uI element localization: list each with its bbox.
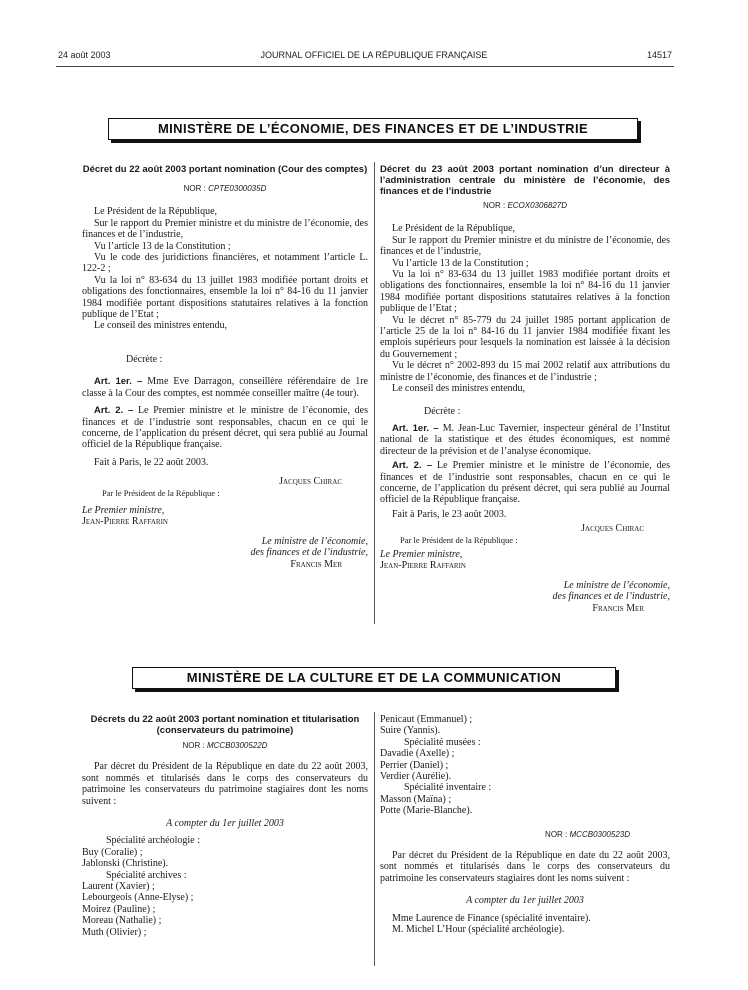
page-number: 14517 [646, 50, 672, 60]
nor-reference [380, 200, 670, 211]
article-1 [380, 423, 670, 457]
decree-para: Vu le décret n° 85-779 du 24 juillet 1985 portant application de l’article 25 de la loi n° 84-16 du 11 janvier 1984 modifiée fixant les emplois supérieurs pour lesquels la nomination est laissée à la décision du Gouvernement ; [380, 314, 670, 360]
fait-a-paris: Fait à Paris, le 22 août 2003. [94, 456, 209, 468]
signer-name: Jacques Chirac [581, 523, 644, 535]
decrete-label: Décrète : [126, 353, 163, 365]
decree-intro: Par décret du Président de la République en date du 22 août 2003, sont nommés et titularisés dans le corps des conservateurs du patrimoine les conservateurs du patrimoine stagiaires dont les noms suivent : [82, 761, 368, 807]
decree-para: Vu la loi n° 83-634 du 13 juillet 1983 modifiée portant droits et obligations des fonctionnaires, ensemble la loi n° 84-16 du 11 janvier 1984 modifiée portant dispositions statutaires relatives à la fonction publique de l’Etat ; [380, 269, 670, 315]
nor-code: MCCB0300522D [206, 741, 268, 750]
decree-para: Sur le rapport du Premier ministre et du ministre de l’économie, des finances et de l’industrie, [82, 217, 368, 241]
name-entry: Mme Laurence de Finance (spécialité inventaire). [392, 912, 591, 924]
name-entry: Verdier (Aurélie). [380, 771, 452, 783]
article-label: Art. 1er. – [392, 422, 439, 434]
name-entry: Muth (Olivier) ; [82, 926, 147, 938]
specialite-inventaire: Spécialité inventaire : [404, 782, 492, 794]
decree-para: Le conseil des ministres entendu, [392, 383, 526, 395]
decree-directeur-nomination [380, 164, 670, 614]
decree-conservateurs [82, 714, 368, 938]
name-entry: Potte (Marie-Blanche). [380, 805, 473, 817]
pm-name: Jean-Pierre Raffarin [82, 516, 168, 528]
name-entry: Buy (Coralie) ; [82, 846, 143, 858]
fait-a-paris: Fait à Paris, le 23 août 2003. [392, 508, 507, 520]
decree-conservateurs-continued [380, 714, 670, 936]
decree-title: Décret du 22 août 2003 portant nomination (Cour des comptes) [82, 164, 368, 175]
column-divider [374, 162, 375, 624]
decree-para: Vu la loi n° 83-634 du 13 juillet 1983 modifiée portant droits et obligations des fonctionnaires, ensemble la loi n° 84-16 du 11 janvier 1984 modifiée portant dispositions statutaires relatives à la fonction publique de l’Etat ; [82, 274, 368, 321]
par-le-president: Par le Président de la République : [102, 487, 220, 498]
name-entry: Masson (Maïna) ; [380, 793, 452, 805]
name-entry: Laurent (Xavier) ; [82, 881, 155, 893]
name-entry: Suire (Yannis). [380, 725, 441, 737]
decree-title: Décret du 23 août 2003 portant nomination d’un directeur à l’administration centrale du ministère de l’économie, des finances et de l’industrie [380, 164, 670, 197]
minister-name: Francis Mer [592, 602, 644, 614]
nor-code: MCCB0300523D [569, 829, 630, 839]
name-entry: Jablonski (Christine). [82, 858, 169, 870]
article-1 [82, 376, 368, 399]
article-2 [380, 460, 670, 506]
decree-intro: Par décret du Président de la République en date du 22 août 2003, sont nommés et titularisés dans le corps des conservateurs du patrimoine les conservateurs stagiaires dont les noms suivent : [380, 850, 670, 884]
date-heading: A compter du 1er juillet 2003 [466, 895, 584, 907]
decree-title: Décrets du 22 août 2003 portant nomination et titularisation (conservateurs du patrimoine) [90, 714, 360, 736]
decree-para: Vu le code des juridictions financières, et notamment l’article L. 122-2 ; [82, 252, 368, 275]
journal-title: JOURNAL OFFICIEL DE LA RÉPUBLIQUE FRANÇAISE [260, 50, 488, 60]
decree-cour-des-comptes [82, 164, 368, 570]
pm-title: Le Premier ministre, [380, 548, 463, 560]
article-text: M. Jean-Luc Tavernier, inspecteur général de l’Institut national de la statistique et des études économiques, est nommé directeur de la prévision et de l’analyse économique. [380, 422, 670, 457]
article-text: Mme Eve Darragon, conseillère référendaire de 1re classe à la Cour des comptes, est nommée conseiller maître (4e tour). [82, 376, 368, 399]
decree-para: Vu l’article 13 de la Constitution ; [94, 240, 231, 252]
specialite-archives: Spécialité archives : [106, 869, 187, 881]
decree-para: Sur le rapport du Premier ministre et du ministre de l’économie, des finances et de l’industrie, [380, 234, 670, 258]
article-2 [82, 405, 368, 451]
article-text: Le Premier ministre et le ministre de l’économie, des finances et de l’industrie sont responsables, chacun en ce qui le concerne, de l’application du présent décret, qui sera publié au Journal officiel de la République française. [82, 405, 368, 451]
name-entry: Lebourgeois (Anne-Elyse) ; [82, 892, 194, 904]
decree-para: Le conseil des ministres entendu, [94, 320, 228, 332]
decree-intro: Le Président de la République, [392, 223, 516, 235]
par-le-president: Par le Président de la République : [400, 534, 518, 545]
article-label: Art. 2. – [392, 460, 432, 472]
header-date: 24 août 2003 [58, 50, 111, 60]
nor-code: ECOX0306827D [507, 201, 568, 210]
nor-code: CPTE0300035D [208, 184, 267, 193]
nor-reference [82, 183, 368, 194]
decree-intro: Le Président de la République, [94, 206, 218, 218]
name-entry: Moreau (Nathalie) ; [82, 915, 162, 927]
decree-para: Vu le décret n° 2002-893 du 15 mai 2002 relatif aux attributions du ministre de l’économie, des finances et de l’industrie ; [380, 360, 670, 383]
nor-label: NOR : [482, 201, 506, 210]
article-text: Le Premier ministre et le ministre de l’économie, des finances et de l’industrie sont responsables, chacun en ce qui le concerne, de l’application du présent décret, qui sera publié au Journal officiel de la République française. [380, 460, 670, 506]
specialite-musees: Spécialité musées : [404, 736, 481, 748]
name-entry: Davadie (Axelle) ; [380, 748, 455, 760]
ministry-heading-economie: MINISTÈRE DE L’ÉCONOMIE, DES FINANCES ET DE L’INDUSTRIE [108, 118, 638, 140]
minister-title: Le ministre de l’économie, [261, 535, 368, 547]
date-heading: A compter du 1er juillet 2003 [166, 818, 284, 830]
minister-title-cont: des finances et de l’industrie, [552, 591, 670, 603]
article-label: Art. 1er. – [94, 376, 143, 388]
nor-reference [82, 740, 368, 751]
name-entry: Penicaut (Emmanuel) ; [380, 714, 473, 725]
name-entry: Perrier (Daniel) ; [380, 759, 449, 771]
column-divider [374, 712, 375, 966]
signer-name: Jacques Chirac [279, 476, 342, 488]
nor-label: NOR : [545, 829, 568, 839]
nor-label: NOR : [182, 741, 205, 750]
minister-title-cont: des finances et de l’industrie, [250, 547, 368, 559]
minister-title: Le ministre de l’économie, [563, 579, 670, 591]
pm-name: Jean-Pierre Raffarin [380, 560, 466, 572]
header-rule [56, 66, 674, 67]
specialite-archeologie: Spécialité archéologie : [106, 835, 200, 847]
minister-name: Francis Mer [290, 558, 342, 570]
article-label: Art. 2. – [94, 405, 134, 417]
name-entry: Moirez (Pauline) ; [82, 903, 156, 915]
nor-label: NOR : [183, 184, 206, 193]
decree-para: Vu l’article 13 de la Constitution ; [392, 257, 529, 269]
decrete-label: Décrète : [424, 405, 461, 417]
name-entry: M. Michel L’Hour (spécialité archéologie). [392, 924, 565, 936]
ministry-heading-culture: MINISTÈRE DE LA CULTURE ET DE LA COMMUNICATION [132, 667, 616, 689]
nor-reference [380, 829, 670, 840]
pm-title: Le Premier ministre, [82, 504, 165, 516]
